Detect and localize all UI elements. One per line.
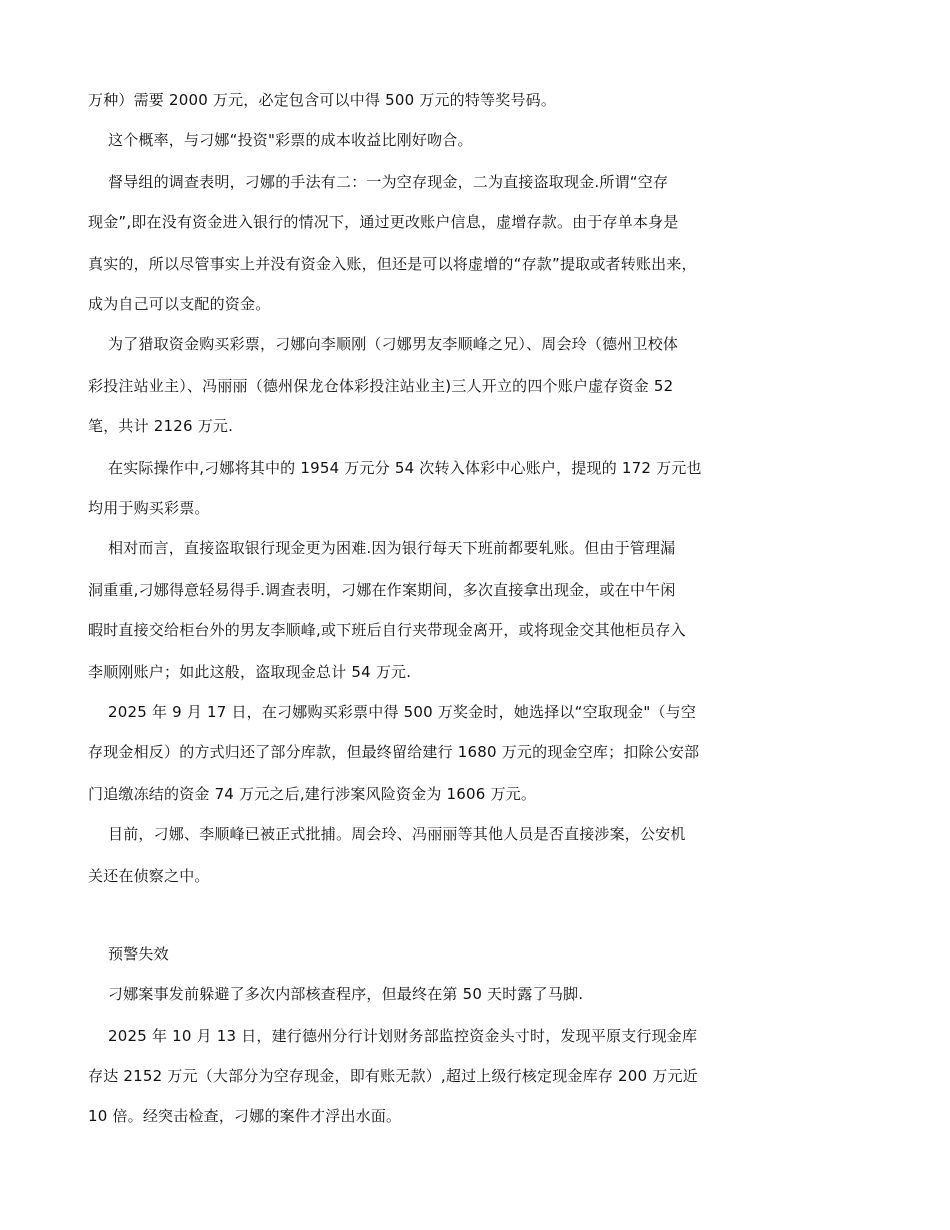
text-line: 彩投注站业主）、冯丽丽（德州保龙仓体彩投注站业主)三人开立的四个账户虚存资金 52	[88, 377, 674, 395]
text-line: 真实的，所以尽管事实上并没有资金入账，但还是可以将虚增的“存款”提取或者转账出来，	[88, 255, 697, 273]
text-line: 10 倍。经突击检查，刁娜的案件才浮出水面。	[88, 1107, 402, 1125]
text-line: 2025 年 9 月 17 日，在刁娜购买彩票中得 500 万奖金时，她选择以“空取现金"（与空	[108, 703, 697, 721]
text-line: 现金”,即在没有资金进入银行的情况下，通过更改账户信息，虚增存款。由于存单本身是	[88, 213, 679, 231]
text-line: 刁娜案事发前躲避了多次内部核查程序，但最终在第 50 天时露了马脚.	[108, 985, 584, 1003]
text-line: 关还在侦察之中。	[88, 867, 210, 885]
section-heading: 预警失效	[108, 945, 169, 963]
text-line: 为了猎取资金购买彩票，刁娜向李顺刚（刁娜男友李顺峰之兄）、周会玲（德州卫校体	[108, 335, 679, 353]
text-line: 洞重重,刁娜得意轻易得手.调查表明，刁娜在作案期间，多次直接拿出现金，或在中午闲	[88, 581, 676, 599]
text-line: 2025 年 10 月 13 日，建行德州分行计划财务部监控资金头寸时，发现平原支行现金库	[108, 1027, 698, 1045]
text-line: 督导组的调查表明，刁娜的手法有二：一为空存现金，二为直接盗取现金.所谓“空存	[108, 173, 669, 191]
text-line: 笔，共计 2126 万元.	[88, 417, 234, 435]
text-line: 暇时直接交给柜台外的男友李顺峰,或下班后自行夹带现金离开，或将现金交其他柜员存入	[88, 621, 686, 639]
text-line: 李顺刚账户；如此这般，盗取现金总计 54 万元.	[88, 663, 412, 681]
text-line: 成为自己可以支配的资金。	[88, 295, 271, 313]
text-line: 相对而言，直接盗取银行现金更为困难.因为银行每天下班前都要轧账。但由于管理漏	[108, 539, 676, 557]
text-line: 在实际操作中,刁娜将其中的 1954 万元分 54 次转入体彩中心账户，提现的 172 万元也	[108, 459, 702, 477]
text-line: 目前，刁娜、李顺峰已被正式批捕。周会玲、冯丽丽等其他人员是否直接涉案，公安机	[108, 825, 686, 843]
text-line: 均用于购买彩票。	[88, 499, 210, 517]
text-line: 存达 2152 万元（大部分为空存现金，即有账无款）,超过上级行核定现金库存 200 万元近	[88, 1067, 698, 1085]
text-line: 这个概率，与刁娜“投资"彩票的成本收益比刚好吻合。	[108, 131, 473, 149]
text-line: 门追缴冻结的资金 74 万元之后,建行涉案风险资金为 1606 万元。	[88, 785, 537, 803]
text-line: 万种）需要 2000 万元，必定包含可以中得 500 万元的特等奖号码。	[88, 91, 557, 109]
text-line: 存现金相反）的方式归还了部分库款，但最终留给建行 1680 万元的现金空库；扣除公安部	[88, 743, 700, 761]
